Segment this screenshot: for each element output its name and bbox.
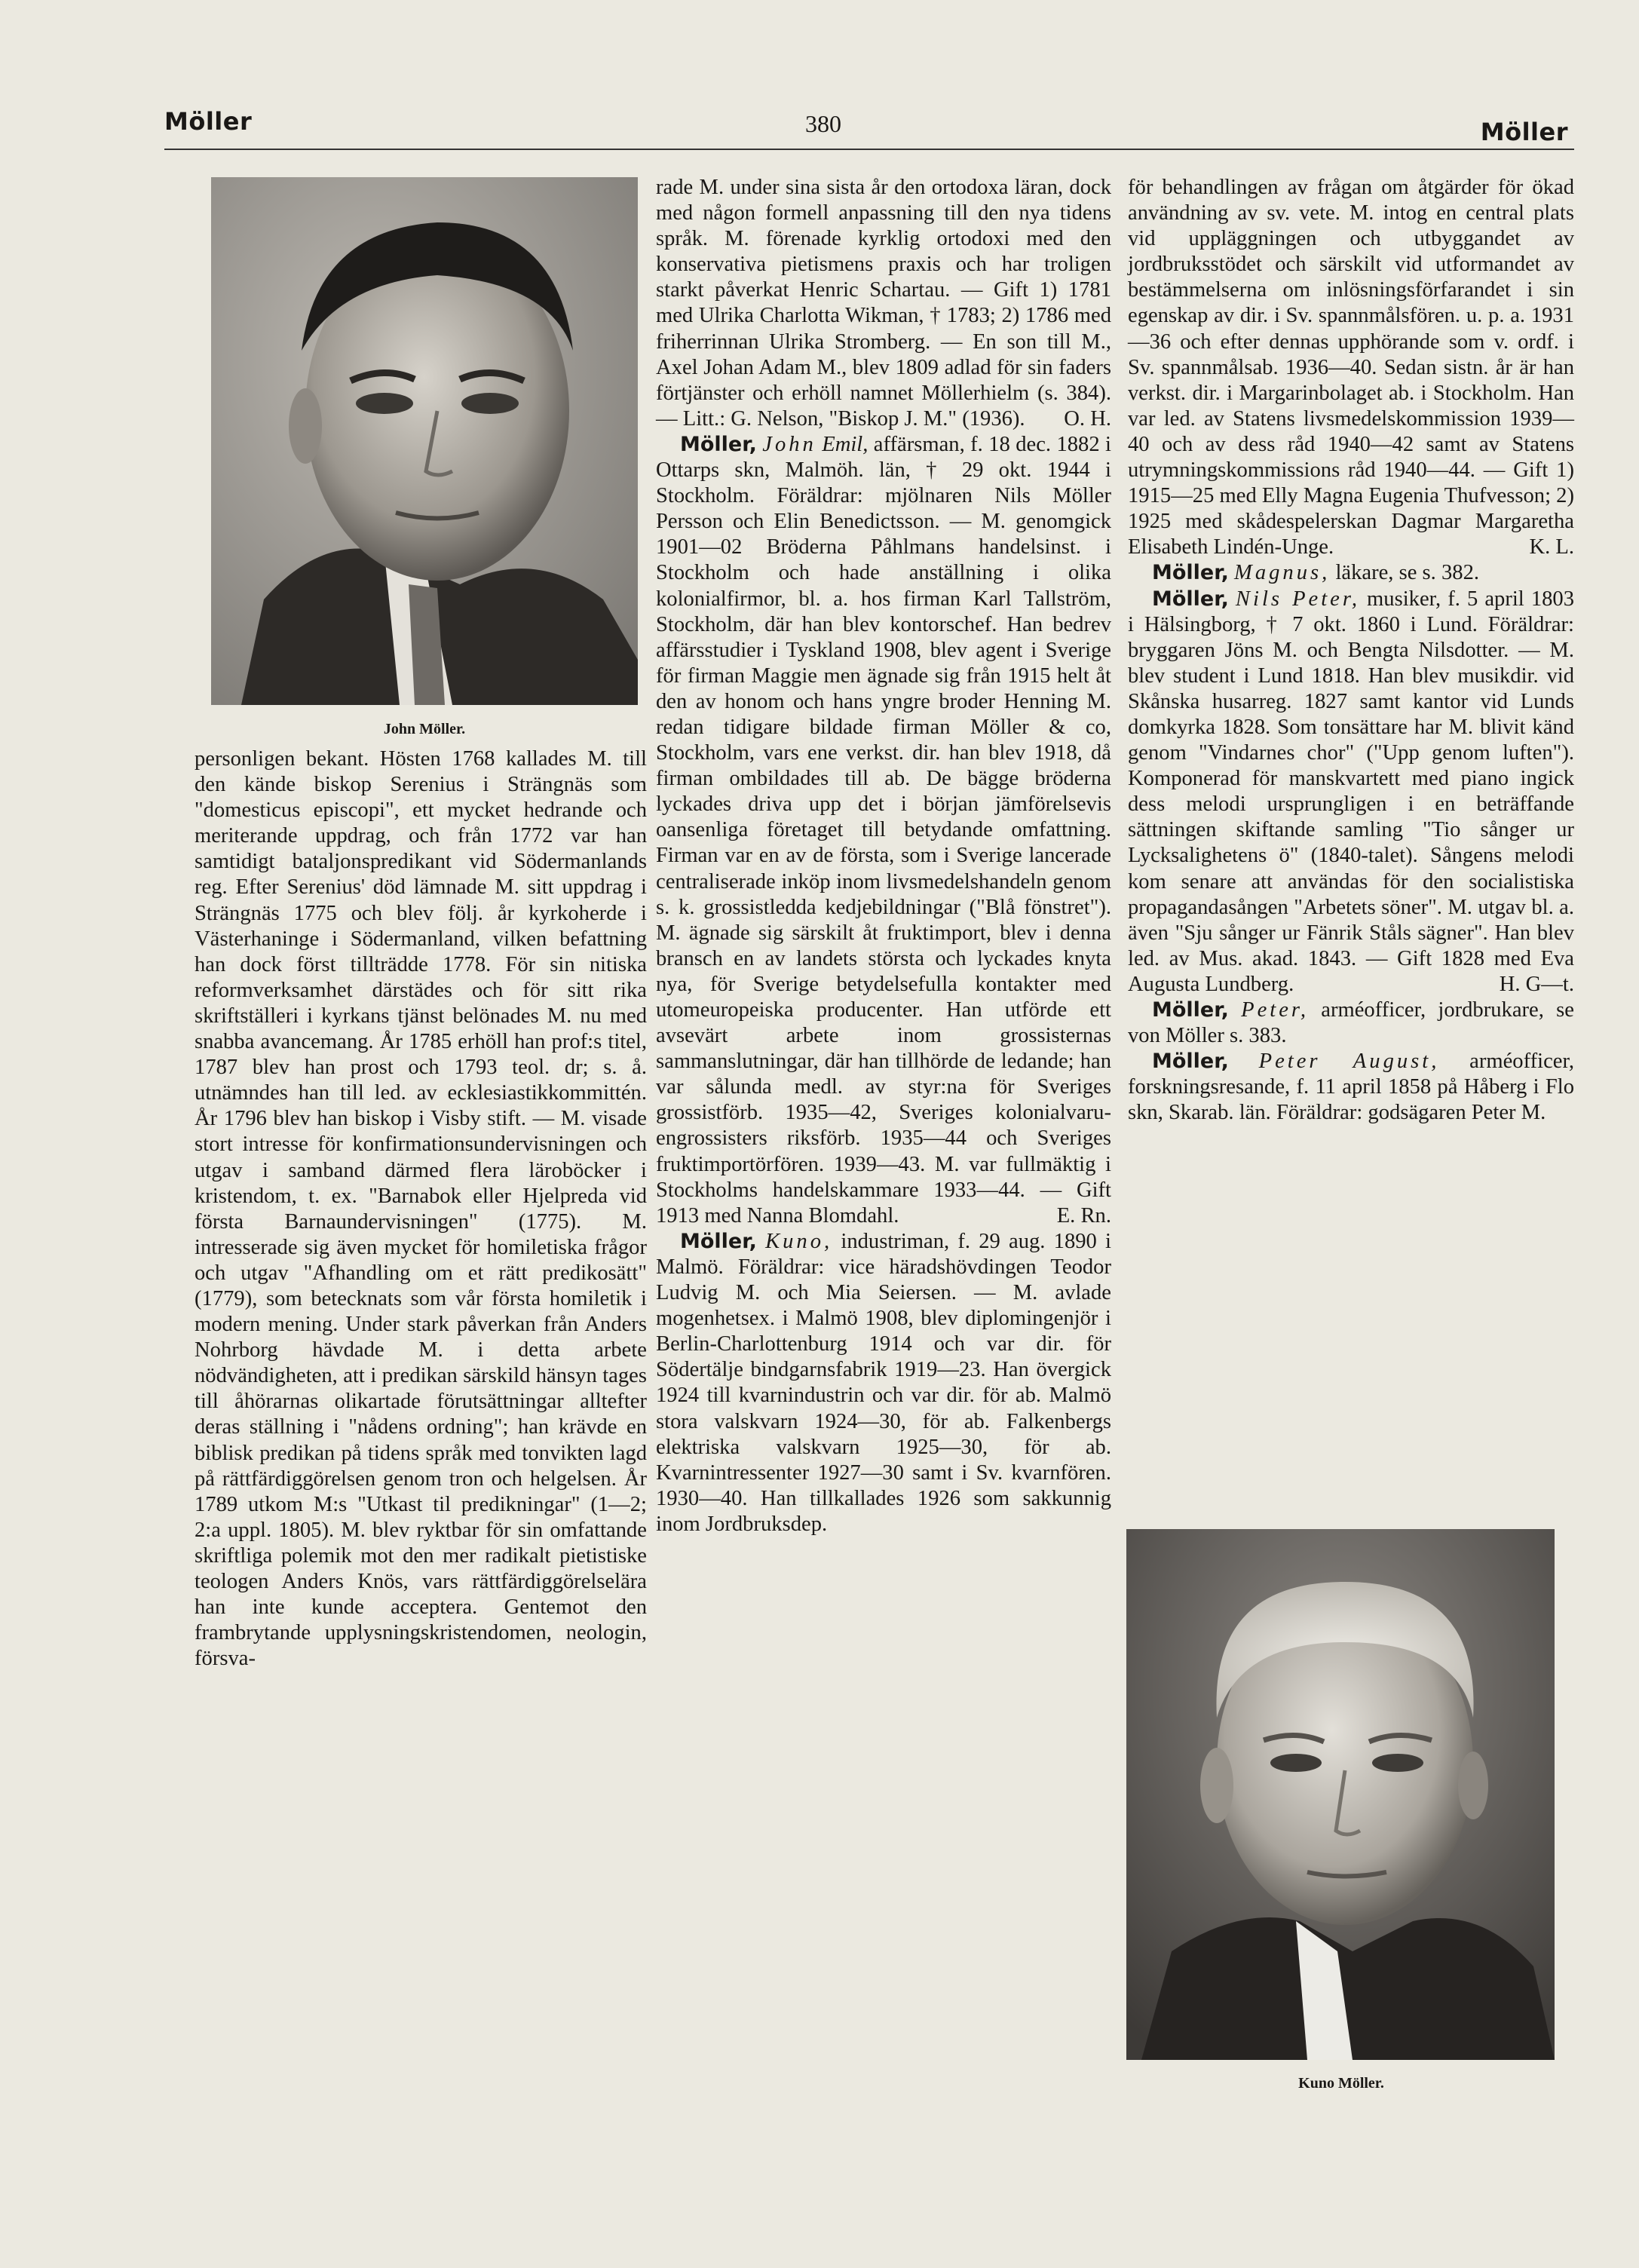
entry-given-name: Peter, — [1241, 998, 1310, 1022]
entry-given-name: Peter August, — [1258, 1050, 1440, 1074]
paragraph: för behandlingen av frågan om åtgärder för ökad användning av sv. vete. M. intog en central plats vid uppläggningen och utbyggandet av jordbruksstödet och särskilt vid utformandet av bestämmelserna om inlösningsförfarandet i sin egenskap av dir. i Sv. spannmålsfören. u. p. a. 1931—36 och efter dennas upphörande som v. ordf. i Sv. spannmålsab. 1936—40. Sedan sistn. år är han verkst. dir. i Margarinbolaget ab. i Stockholm. Han var led. av Statens livsmedelskommission 1939—40 och av dess råd 1940—42 samt av Statens utrymningskommissions råd 1940—44. — Gift 1) 1915—25 med Elly Magna Eugenia Thufvesson; 2) 1925 med skådespelerskan Dagmar Margaretha Elisabeth Lindén-Unge. K. L. — [1128, 175, 1574, 560]
caption-john-moller: John Möller. — [383, 721, 466, 737]
header-rule — [164, 149, 1574, 150]
entry-kuno-moller: Möller, Kuno, industriman, f. 29 aug. 1890 i Malmö. Föräldrar: vice häradshövdingen Teodor Ludvig M. och Mia Seiersen. — M. avlade mogenhetsex. i Malmö 1908, blev diplomingenjör i Berlin-Charlottenburg 1914 och var dir. för Södertälje bindgarnsfabrik 1919—23. Han övergick 1924 till kvarnindustrin och var dir. för ab. Malmö stora valskvarn 1924—30, för ab. Falkenbergs elektriska valskvarn 1925—30, för ab. Kvarnintressenter 1927—30 samt i Sv. kvarnfören. 1930—40. Han tillkallades 1926 som sakkunnig inom Jordbruksdep. — [656, 1229, 1111, 1536]
entry-surname: Möller, — [1152, 1050, 1229, 1074]
entry-surname: Möller, — [680, 432, 757, 456]
entry-given-name: Nils Peter, — [1235, 587, 1360, 611]
entry-surname: Möller, — [1152, 561, 1229, 585]
author-signature: E. Rn. — [1056, 1203, 1111, 1227]
running-head-right: Möller — [1480, 118, 1568, 146]
portrait-photo-kuno — [1126, 1529, 1555, 2060]
column-1 — [195, 746, 647, 1672]
portrait-john-moller — [211, 177, 638, 705]
entry-given-name: Kuno, — [765, 1229, 833, 1253]
paragraph: rade M. under sina sista år den ortodoxa läran, dock med någon formell anpassning till den nya tidens språk. M. förenade kyrklig ortodoxi med den konservativa pietismens praxis och har troligen starkt påverkat Henric Schartau. — Gift 1) 1781 med Ulrika Charlotta Wikman, † 1783; 2) 1786 med friherrinnan Ulrika Stromberg. — En son till M., Axel Johan Adam M., blev 1809 adlad för sin faders förtjänster och erhöll namnet Möllerhielm (s. 384). — Litt.: G. Nelson, "Biskop J. M." (1936). O. H. — [656, 175, 1111, 432]
running-head-left: Möller — [164, 107, 253, 136]
entry-given-name: Magnus, — [1234, 561, 1331, 585]
portrait-photo-john — [211, 177, 638, 705]
entry-john-moller: Möller, John Emil, affärsman, f. 18 dec. 1882 i Ottarps skn, Malmöh. län, † 29 okt. 1944 i Stockholm. Föräldrar: mjölnaren Nils Möller Persson och Elin Benedictsson. — M. genomgick 1901—02 Bröderna Påhlmans handelsinst. i Stockholm och hade anställning i olika kolonialfirmor, bl. a. hos firman Karl Tallström, Stockholm, där han blev kontorschef. Han bedrev affärsstudier i Tyskland 1908, blev agent i Sverige för firman Maggie men ägnade sig från 1915 helt åt den av honom och hans yngre broder Henning M. redan tidigare bildade firman Möller & co, Stockholm, vars ene verkst. dir. han blev 1918, då firman ombildades till ab. De bägge bröderna lyckades driva upp det i början jämförelsevis oansenliga företaget till betydande omfattning. Firman var en av de första, som i Sverige lancerade centraliserade inköp inom livsmedelshandeln genom s. k. grossistledda kedjebildningar ("Blå fönstret"). M. ägnade sig särskilt åt fruktimport, blev i denna bransch en av landets största och lyckades knyta nya, för Sverige betydelsefulla kontakter med utomeuropeiska producenter. Han utförde ett avsevärt arbete inom grossisternas sammanslutningar, där han tillhörde de ledande; han var sålunda medl. av styr:na för Sveriges grossistförb. 1935—42, Sveriges kolonialvaru-engrossisters riksförb. 1935—44 och Sveriges fruktimportörfören. 1939—43. M. var fullmäktig i Stockholms handelskammare 1933—44. — Gift 1913 med Nanna Blomdahl. E. Rn. — [656, 432, 1111, 1229]
page-number: 380 — [805, 110, 841, 137]
entry-magnus-moller: Möller, Magnus, läkare, se s. 382. — [1152, 561, 1480, 585]
entry-surname: Möller, — [1152, 998, 1229, 1022]
author-signature: K. L. — [1529, 535, 1574, 559]
column-2 — [656, 175, 1111, 1537]
entry-peter-moller: Möller, Peter, arméofficer, jordbrukare, se von Möller s. 383. — [1128, 998, 1574, 1048]
caption-kuno-moller: Kuno Möller. — [1298, 2075, 1384, 2092]
paragraph: personligen bekant. Hösten 1768 kallades M. till den kände biskop Serenius i Strängnäs som "domesticus episcopi", ett mycket hedrande och meriterande uppdrag, och från 1772 var han samtidigt bataljonspredikant vid Södermanlands reg. Efter Serenius' död lämnade M. sitt uppdrag i Strängnäs 1775 och blev följ. år kyrkoherde i Västerhaninge i Södermanland, vilken befattning han dock först tillträdde 1778. För sin nitiska reformverksamhet därstädes och för sitt rika skriftställeri i kyrkans tjänst belönades M. nu med snabba avancemang. År 1785 erhöll han prof:s titel, 1787 blev han prost och 1793 teol. dr; s. å. utnämndes han till led. av ecklesiastikkommittén. År 1796 blev han biskop i Visby stift. — M. visade stort intresse för konfirmationsundervisningen och utgav i samband därmed flera läroböcker i kristendom, t. ex. "Barnabok eller Hjelpreda vid första Barnaundervisningen" (1775). M. intresserade sig även mycket för homiletiska frågor och utgav "Afhandling om et rätt predikosätt" (1779), som betecknats som vår första homiletik i modern mening. Under stark påverkan från Anders Nohrborg hävdade M. i detta arbete nödvändigheten, att i predikan särskild hänsyn tages till åhörarnas olikartade förutsättningar alltefter deras ställning i "nådens ordning"; han krävde en biblisk predikan på tidens språk med tonvikten lagd på rättfärdiggörelsen genom tron och helgelsen. År 1789 utkom M:s "Utkast til predikningar" (1—2; 2:a uppl. 1805). M. blev ryktbar för sin omfattande skriftliga polemik mot den mer radikalt pietistiske teologen Anders Knös, vars rättfärdiggörelselära han inte kunde acceptera. Gentemot den frambrytande upplysningskristendomen, neologin, försva- — [195, 747, 647, 1671]
author-signature: O. H. — [1064, 406, 1111, 431]
author-signature: H. G—t. — [1499, 972, 1574, 996]
entry-nils-peter-moller: Möller, Nils Peter, musiker, f. 5 april 1803 i Hälsingborg, † 7 okt. 1860 i Lund. Föräldrar: bryggaren Jöns M. och Bengta Nilsdotter. — M. blev student i Lund 1818. Han blev musikdir. vid Skånska husarreg. 1827 samt kantor vid Lunds domkyrka 1828. Som tonsättare har M. blivit känd genom "Vindarnes chor" ("Upp genom luften"). Komponerad för manskvartett med piano ingick dess melodi ursprungligen i en beträffande sättningen skiftande samling "Tio sånger ur Lycksalighetens ö" (1840-talet). Sångens melodi kom senare att användas för den socialistiska propagandasången "Arbetets söner". M. utgav bl. a. även "Sju sånger ur Fänrik Ståls sägner". Han blev led. av Mus. akad. 1843. — Gift 1828 med Eva Augusta Lundberg. H. G—t. — [1128, 587, 1574, 998]
column-3 — [1128, 175, 1574, 1126]
entry-peter-august-moller: Möller, Peter August, arméofficer, forskningsresande, f. 11 april 1858 på Håberg i Flo skn, Skarab. län. Föräldrar: godsägaren Peter M. — [1128, 1050, 1574, 1125]
entry-surname: Möller, — [1152, 587, 1229, 611]
entry-given-name: John — [762, 432, 816, 456]
entry-surname: Möller, — [680, 1229, 757, 1253]
portrait-kuno-moller — [1126, 1529, 1555, 2060]
